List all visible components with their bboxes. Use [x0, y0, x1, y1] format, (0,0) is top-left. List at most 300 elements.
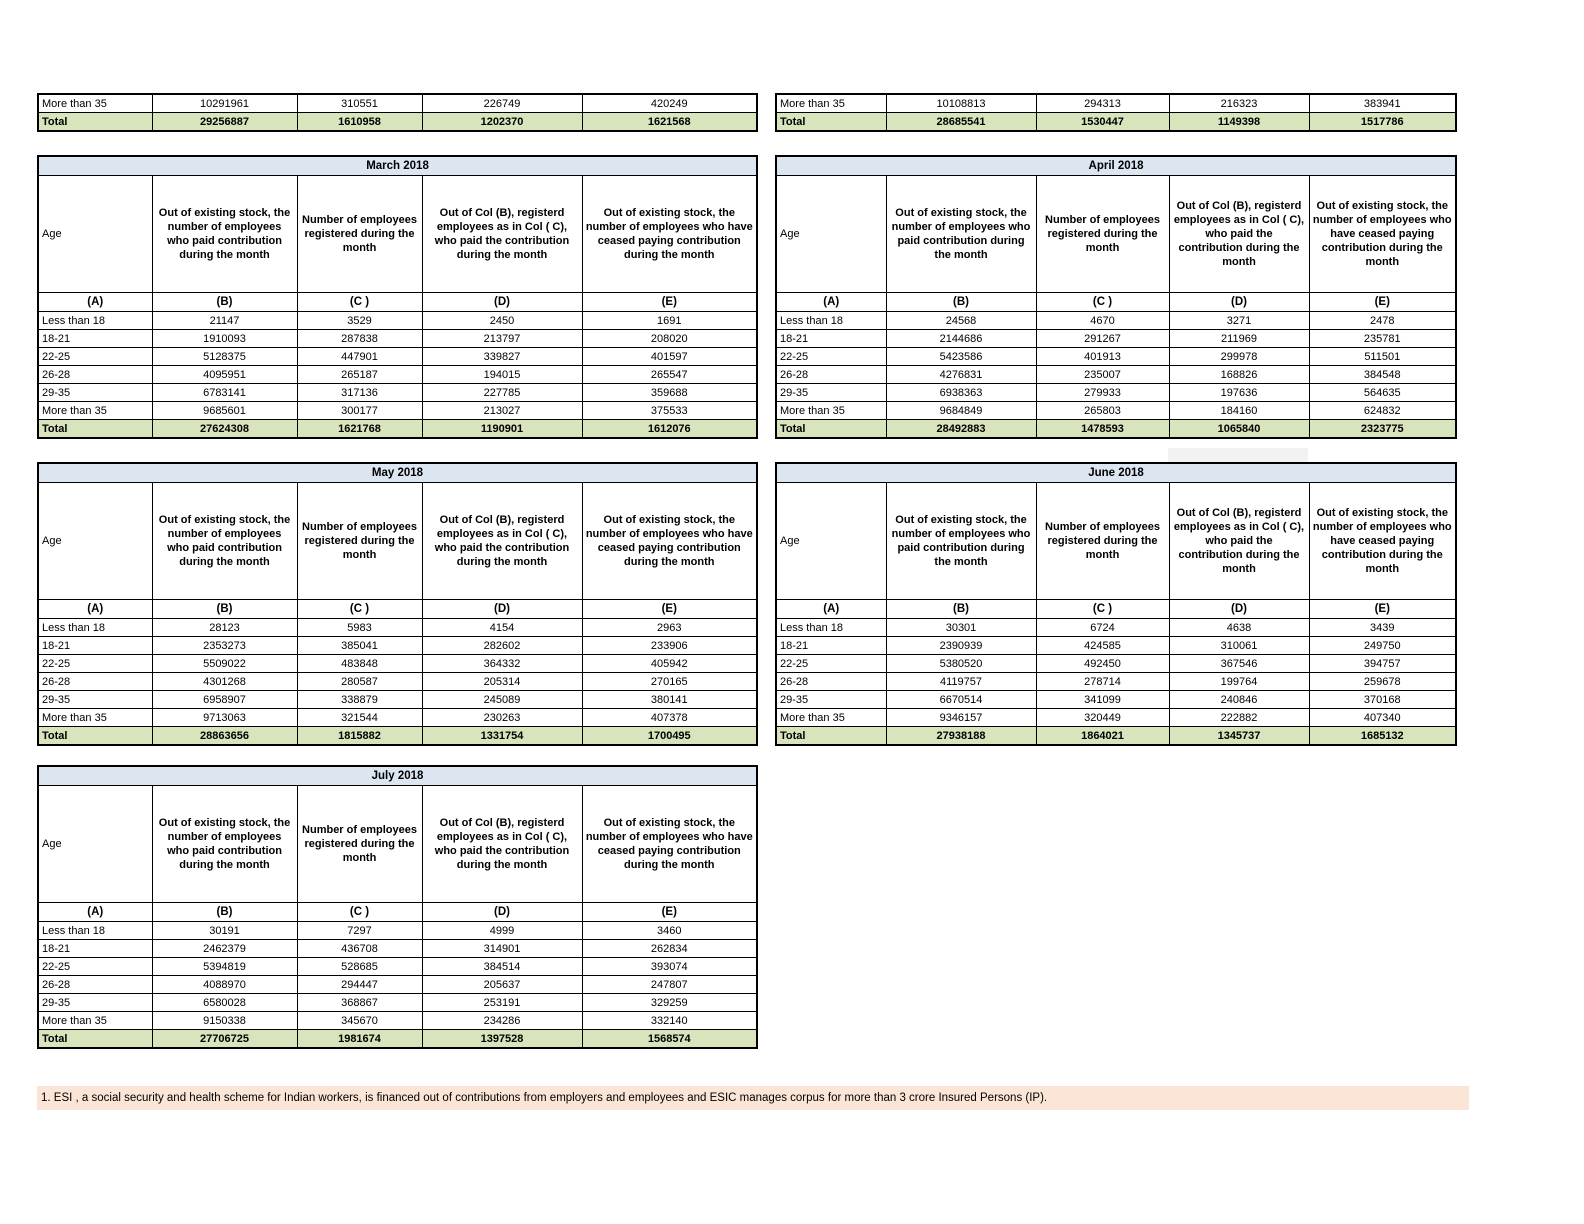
- value-cell: 213797: [422, 330, 582, 348]
- value-cell: 1345737: [1169, 727, 1309, 746]
- top-left-partial-table: [37, 93, 758, 132]
- value-cell: 1202370: [422, 113, 582, 132]
- value-cell: 2144686: [886, 330, 1036, 348]
- value-cell: 2478: [1309, 312, 1456, 330]
- col-letter-a: (A): [776, 600, 886, 619]
- col-letter-b: (B): [886, 600, 1036, 619]
- col-header-e: Out of existing stock, the number of employees who have ceased paying contribution during the month: [1309, 483, 1456, 600]
- col-letter-e: (E): [582, 903, 757, 922]
- value-cell: 394757: [1309, 655, 1456, 673]
- may-2018-table: [37, 462, 758, 746]
- row-label-cell: Less than 18: [38, 922, 152, 940]
- table-row: [776, 366, 1456, 384]
- value-cell: 3529: [297, 312, 422, 330]
- value-cell: 1065840: [1169, 420, 1309, 439]
- table-row: [776, 312, 1456, 330]
- table-row: [38, 366, 757, 384]
- table-row: [776, 402, 1456, 420]
- value-cell: 168826: [1169, 366, 1309, 384]
- value-cell: 6958907: [152, 691, 297, 709]
- value-cell: 230263: [422, 709, 582, 727]
- value-cell: 24568: [886, 312, 1036, 330]
- value-cell: 1397528: [422, 1030, 582, 1049]
- table-row: [38, 922, 757, 940]
- value-cell: 9684849: [886, 402, 1036, 420]
- table-body: [38, 619, 757, 746]
- value-cell: 211969: [1169, 330, 1309, 348]
- col-header-c: Number of employees registered during the month: [297, 483, 422, 600]
- value-cell: 10291961: [152, 94, 297, 113]
- row-label-cell: Total: [38, 727, 152, 746]
- value-cell: 1910093: [152, 330, 297, 348]
- column-header-row: [776, 483, 1456, 600]
- table-row: [776, 94, 1456, 113]
- total-row: [38, 1030, 757, 1049]
- value-cell: 1149398: [1169, 113, 1309, 132]
- row-label-cell: 26-28: [776, 366, 886, 384]
- col-header-e: Out of existing stock, the number of employees who have ceased paying contribution during the month: [582, 483, 757, 600]
- value-cell: 483848: [297, 655, 422, 673]
- month-title-row: [38, 766, 757, 786]
- col-letter-a: (A): [38, 903, 152, 922]
- row-label-cell: More than 35: [38, 402, 152, 420]
- row-label-cell: 29-35: [38, 691, 152, 709]
- value-cell: 29256887: [152, 113, 297, 132]
- value-cell: 27706725: [152, 1030, 297, 1049]
- value-cell: 6724: [1036, 619, 1169, 637]
- column-letter-row: [38, 293, 757, 312]
- value-cell: 9713063: [152, 709, 297, 727]
- value-cell: 28123: [152, 619, 297, 637]
- column-letter-row: [38, 903, 757, 922]
- value-cell: 265803: [1036, 402, 1169, 420]
- row-label-cell: 22-25: [38, 958, 152, 976]
- value-cell: 30301: [886, 619, 1036, 637]
- value-cell: 420249: [582, 94, 757, 113]
- table-row: [38, 348, 757, 366]
- table-row: [38, 402, 757, 420]
- table-row: [776, 330, 1456, 348]
- value-cell: 294447: [297, 976, 422, 994]
- total-row: [776, 113, 1456, 132]
- row-label-cell: Less than 18: [38, 619, 152, 637]
- col-letter-a: (A): [38, 293, 152, 312]
- col-header-c: Number of employees registered during the month: [297, 786, 422, 903]
- value-cell: 1621568: [582, 113, 757, 132]
- march-2018-table: [37, 155, 758, 439]
- col-letter-d: (D): [1169, 600, 1309, 619]
- value-cell: 287838: [297, 330, 422, 348]
- table-row: [38, 619, 757, 637]
- value-cell: 1691: [582, 312, 757, 330]
- month-title: April 2018: [776, 156, 1456, 176]
- col-letter-d: (D): [422, 293, 582, 312]
- row-label-cell: 22-25: [776, 655, 886, 673]
- col-letter-c: (C ): [1036, 600, 1169, 619]
- value-cell: 424585: [1036, 637, 1169, 655]
- col-letter-e: (E): [1309, 293, 1456, 312]
- value-cell: 4095951: [152, 366, 297, 384]
- col-letter-e: (E): [582, 600, 757, 619]
- value-cell: 9346157: [886, 709, 1036, 727]
- value-cell: 383941: [1309, 94, 1456, 113]
- col-letter-d: (D): [1169, 293, 1309, 312]
- table-row: [38, 637, 757, 655]
- april-2018-table: [775, 155, 1457, 439]
- value-cell: 4088970: [152, 976, 297, 994]
- value-cell: 320449: [1036, 709, 1169, 727]
- col-header-d: Out of Col (B), registerd employees as in Col ( C), who paid the contribution during the month: [422, 176, 582, 293]
- row-label-cell: Less than 18: [776, 312, 886, 330]
- table-row: [38, 312, 757, 330]
- value-cell: 4999: [422, 922, 582, 940]
- value-cell: 259678: [1309, 673, 1456, 691]
- row-label-cell: 26-28: [38, 366, 152, 384]
- col-header-c: Number of employees registered during the month: [1036, 176, 1169, 293]
- col-letter-a: (A): [776, 293, 886, 312]
- value-cell: 6670514: [886, 691, 1036, 709]
- value-cell: 226749: [422, 94, 582, 113]
- value-cell: 364332: [422, 655, 582, 673]
- total-row: [38, 727, 757, 746]
- value-cell: 10108813: [886, 94, 1036, 113]
- value-cell: 2450: [422, 312, 582, 330]
- month-title: July 2018: [38, 766, 757, 786]
- value-cell: 3460: [582, 922, 757, 940]
- column-letter-row: [38, 600, 757, 619]
- row-label-cell: 18-21: [776, 330, 886, 348]
- value-cell: 27938188: [886, 727, 1036, 746]
- row-label-cell: 29-35: [776, 384, 886, 402]
- month-title: June 2018: [776, 463, 1456, 483]
- value-cell: 4301268: [152, 673, 297, 691]
- value-cell: 1981674: [297, 1030, 422, 1049]
- table-row: [38, 958, 757, 976]
- footnote-bar: [37, 1086, 1469, 1110]
- value-cell: 28685541: [886, 113, 1036, 132]
- value-cell: 1517786: [1309, 113, 1456, 132]
- row-label-cell: More than 35: [776, 709, 886, 727]
- value-cell: 5128375: [152, 348, 297, 366]
- table-row: [776, 384, 1456, 402]
- col-header-d: Out of Col (B), registerd employees as in Col ( C), who paid the contribution during the month: [422, 786, 582, 903]
- month-title-row: [776, 463, 1456, 483]
- value-cell: 401913: [1036, 348, 1169, 366]
- value-cell: 245089: [422, 691, 582, 709]
- value-cell: 329259: [582, 994, 757, 1012]
- value-cell: 270165: [582, 673, 757, 691]
- value-cell: 6783141: [152, 384, 297, 402]
- month-title: May 2018: [38, 463, 757, 483]
- row-label-cell: Total: [38, 113, 152, 132]
- value-cell: 199764: [1169, 673, 1309, 691]
- value-cell: 280587: [297, 673, 422, 691]
- total-row: [776, 727, 1456, 746]
- month-title-row: [776, 156, 1456, 176]
- value-cell: 249750: [1309, 637, 1456, 655]
- value-cell: 5380520: [886, 655, 1036, 673]
- row-label-cell: Total: [776, 727, 886, 746]
- value-cell: 1864021: [1036, 727, 1169, 746]
- total-row: [38, 420, 757, 439]
- col-header-b: Out of existing stock, the number of employees who paid contribution during the month: [152, 176, 297, 293]
- value-cell: 300177: [297, 402, 422, 420]
- value-cell: 5983: [297, 619, 422, 637]
- value-cell: 367546: [1169, 655, 1309, 673]
- value-cell: 317136: [297, 384, 422, 402]
- value-cell: 1685132: [1309, 727, 1456, 746]
- value-cell: 2323775: [1309, 420, 1456, 439]
- row-label-cell: More than 35: [38, 94, 152, 113]
- col-header-age: Age: [776, 176, 886, 293]
- table-body: [776, 619, 1456, 746]
- row-label-cell: 18-21: [38, 330, 152, 348]
- col-letter-c: (C ): [297, 903, 422, 922]
- footnote-text: 1. ESI , a social security and health scheme for Indian workers, is financed out of contributions from employers and employees and ESIC manages corpus for more than 3 crore Insured Persons (IP).: [41, 1092, 1048, 1104]
- value-cell: 368867: [297, 994, 422, 1012]
- value-cell: 265187: [297, 366, 422, 384]
- value-cell: 247807: [582, 976, 757, 994]
- table-row: [776, 619, 1456, 637]
- table-row: [776, 655, 1456, 673]
- row-label-cell: 26-28: [38, 673, 152, 691]
- value-cell: 1478593: [1036, 420, 1169, 439]
- row-label-cell: 22-25: [38, 655, 152, 673]
- row-label-cell: 26-28: [38, 976, 152, 994]
- table-row: [38, 994, 757, 1012]
- value-cell: 253191: [422, 994, 582, 1012]
- col-header-e: Out of existing stock, the number of employees who have ceased paying contribution during the month: [582, 786, 757, 903]
- value-cell: 436708: [297, 940, 422, 958]
- value-cell: 233906: [582, 637, 757, 655]
- value-cell: 222882: [1169, 709, 1309, 727]
- value-cell: 6938363: [886, 384, 1036, 402]
- col-letter-e: (E): [582, 293, 757, 312]
- value-cell: 234286: [422, 1012, 582, 1030]
- value-cell: 208020: [582, 330, 757, 348]
- value-cell: 3271: [1169, 312, 1309, 330]
- col-header-b: Out of existing stock, the number of employees who paid contribution during the month: [886, 483, 1036, 600]
- value-cell: 1331754: [422, 727, 582, 746]
- value-cell: 375533: [582, 402, 757, 420]
- value-cell: 9150338: [152, 1012, 297, 1030]
- value-cell: 380141: [582, 691, 757, 709]
- value-cell: 4276831: [886, 366, 1036, 384]
- col-letter-c: (C ): [297, 600, 422, 619]
- col-letter-d: (D): [422, 903, 582, 922]
- row-label-cell: More than 35: [776, 94, 886, 113]
- value-cell: 6580028: [152, 994, 297, 1012]
- value-cell: 4154: [422, 619, 582, 637]
- value-cell: 407340: [1309, 709, 1456, 727]
- value-cell: 299978: [1169, 348, 1309, 366]
- value-cell: 332140: [582, 1012, 757, 1030]
- value-cell: 528685: [297, 958, 422, 976]
- value-cell: 5509022: [152, 655, 297, 673]
- value-cell: 1568574: [582, 1030, 757, 1049]
- col-header-d: Out of Col (B), registerd employees as in Col ( C), who paid the contribution during the month: [1169, 176, 1309, 293]
- table-row: [38, 673, 757, 691]
- value-cell: 345670: [297, 1012, 422, 1030]
- value-cell: 314901: [422, 940, 582, 958]
- table-row: [38, 384, 757, 402]
- value-cell: 1610958: [297, 113, 422, 132]
- total-row: [776, 420, 1456, 439]
- col-header-c: Number of employees registered during the month: [297, 176, 422, 293]
- row-label-cell: More than 35: [776, 402, 886, 420]
- value-cell: 564635: [1309, 384, 1456, 402]
- value-cell: 384514: [422, 958, 582, 976]
- value-cell: 184160: [1169, 402, 1309, 420]
- table-row: [776, 673, 1456, 691]
- col-letter-b: (B): [152, 903, 297, 922]
- july-2018-table: [37, 765, 758, 1049]
- value-cell: 384548: [1309, 366, 1456, 384]
- col-letter-d: (D): [422, 600, 582, 619]
- value-cell: 4638: [1169, 619, 1309, 637]
- value-cell: 278714: [1036, 673, 1169, 691]
- value-cell: 4670: [1036, 312, 1169, 330]
- table-row: [38, 94, 757, 113]
- value-cell: 227785: [422, 384, 582, 402]
- value-cell: 321544: [297, 709, 422, 727]
- row-label-cell: Total: [38, 420, 152, 439]
- gray-cell-highlight: [1168, 448, 1308, 463]
- value-cell: 2963: [582, 619, 757, 637]
- value-cell: 339827: [422, 348, 582, 366]
- row-label-cell: Total: [776, 113, 886, 132]
- col-header-b: Out of existing stock, the number of employees who paid contribution during the month: [152, 786, 297, 903]
- value-cell: 338879: [297, 691, 422, 709]
- col-header-b: Out of existing stock, the number of employees who paid contribution during the month: [152, 483, 297, 600]
- value-cell: 624832: [1309, 402, 1456, 420]
- row-label-cell: 18-21: [38, 637, 152, 655]
- value-cell: 3439: [1309, 619, 1456, 637]
- table-body: [776, 94, 1456, 131]
- col-header-age: Age: [38, 176, 152, 293]
- value-cell: 240846: [1169, 691, 1309, 709]
- row-label-cell: 22-25: [38, 348, 152, 366]
- value-cell: 205314: [422, 673, 582, 691]
- value-cell: 28863656: [152, 727, 297, 746]
- value-cell: 1612076: [582, 420, 757, 439]
- value-cell: 235781: [1309, 330, 1456, 348]
- value-cell: 447901: [297, 348, 422, 366]
- table-body: [38, 312, 757, 439]
- value-cell: 1530447: [1036, 113, 1169, 132]
- col-header-d: Out of Col (B), registerd employees as in Col ( C), who paid the contribution during the month: [422, 483, 582, 600]
- table-body: [38, 922, 757, 1049]
- value-cell: 7297: [297, 922, 422, 940]
- value-cell: 341099: [1036, 691, 1169, 709]
- row-label-cell: 29-35: [38, 994, 152, 1012]
- col-letter-c: (C ): [1036, 293, 1169, 312]
- value-cell: 5423586: [886, 348, 1036, 366]
- table-row: [776, 348, 1456, 366]
- value-cell: 492450: [1036, 655, 1169, 673]
- value-cell: 265547: [582, 366, 757, 384]
- table-row: [38, 330, 757, 348]
- value-cell: 21147: [152, 312, 297, 330]
- row-label-cell: Less than 18: [776, 619, 886, 637]
- col-header-c: Number of employees registered during the month: [1036, 483, 1169, 600]
- col-header-age: Age: [38, 483, 152, 600]
- value-cell: 262834: [582, 940, 757, 958]
- table-row: [776, 709, 1456, 727]
- value-cell: 359688: [582, 384, 757, 402]
- value-cell: 1190901: [422, 420, 582, 439]
- col-header-e: Out of existing stock, the number of employees who have ceased paying contribution during the month: [582, 176, 757, 293]
- col-letter-b: (B): [886, 293, 1036, 312]
- value-cell: 401597: [582, 348, 757, 366]
- column-header-row: [776, 176, 1456, 293]
- table-row: [38, 1012, 757, 1030]
- value-cell: 370168: [1309, 691, 1456, 709]
- table-row: [776, 691, 1456, 709]
- table-row: [38, 976, 757, 994]
- value-cell: 205637: [422, 976, 582, 994]
- col-header-d: Out of Col (B), registerd employees as in Col ( C), who paid the contribution during the month: [1169, 483, 1309, 600]
- table-row: [38, 940, 757, 958]
- table-body: [38, 94, 757, 131]
- value-cell: 511501: [1309, 348, 1456, 366]
- value-cell: 282602: [422, 637, 582, 655]
- table-row: [38, 655, 757, 673]
- col-header-b: Out of existing stock, the number of employees who paid contribution during the month: [886, 176, 1036, 293]
- value-cell: 407378: [582, 709, 757, 727]
- row-label-cell: 26-28: [776, 673, 886, 691]
- row-label-cell: Total: [776, 420, 886, 439]
- value-cell: 2353273: [152, 637, 297, 655]
- row-label-cell: 29-35: [776, 691, 886, 709]
- table-row: [38, 691, 757, 709]
- value-cell: 2462379: [152, 940, 297, 958]
- col-letter-b: (B): [152, 600, 297, 619]
- month-title-row: [38, 156, 757, 176]
- value-cell: 385041: [297, 637, 422, 655]
- col-header-age: Age: [38, 786, 152, 903]
- value-cell: 27624308: [152, 420, 297, 439]
- value-cell: 4119757: [886, 673, 1036, 691]
- month-title: March 2018: [38, 156, 757, 176]
- row-label-cell: Total: [38, 1030, 152, 1049]
- row-label-cell: More than 35: [38, 1012, 152, 1030]
- value-cell: 393074: [582, 958, 757, 976]
- june-2018-table: [775, 462, 1457, 746]
- col-header-e: Out of existing stock, the number of employees who have ceased paying contribution during the month: [1309, 176, 1456, 293]
- column-header-row: [38, 176, 757, 293]
- value-cell: 28492883: [886, 420, 1036, 439]
- table-row: [38, 709, 757, 727]
- value-cell: 1621768: [297, 420, 422, 439]
- value-cell: 2390939: [886, 637, 1036, 655]
- col-letter-a: (A): [38, 600, 152, 619]
- row-label-cell: 29-35: [38, 384, 152, 402]
- row-label-cell: More than 35: [38, 709, 152, 727]
- value-cell: 1700495: [582, 727, 757, 746]
- column-letter-row: [776, 293, 1456, 312]
- value-cell: 5394819: [152, 958, 297, 976]
- value-cell: 213027: [422, 402, 582, 420]
- top-right-partial-table: [775, 93, 1457, 132]
- value-cell: 235007: [1036, 366, 1169, 384]
- value-cell: 197636: [1169, 384, 1309, 402]
- table-body: [776, 312, 1456, 439]
- table-row: [776, 637, 1456, 655]
- column-letter-row: [776, 600, 1456, 619]
- col-letter-e: (E): [1309, 600, 1456, 619]
- col-header-age: Age: [776, 483, 886, 600]
